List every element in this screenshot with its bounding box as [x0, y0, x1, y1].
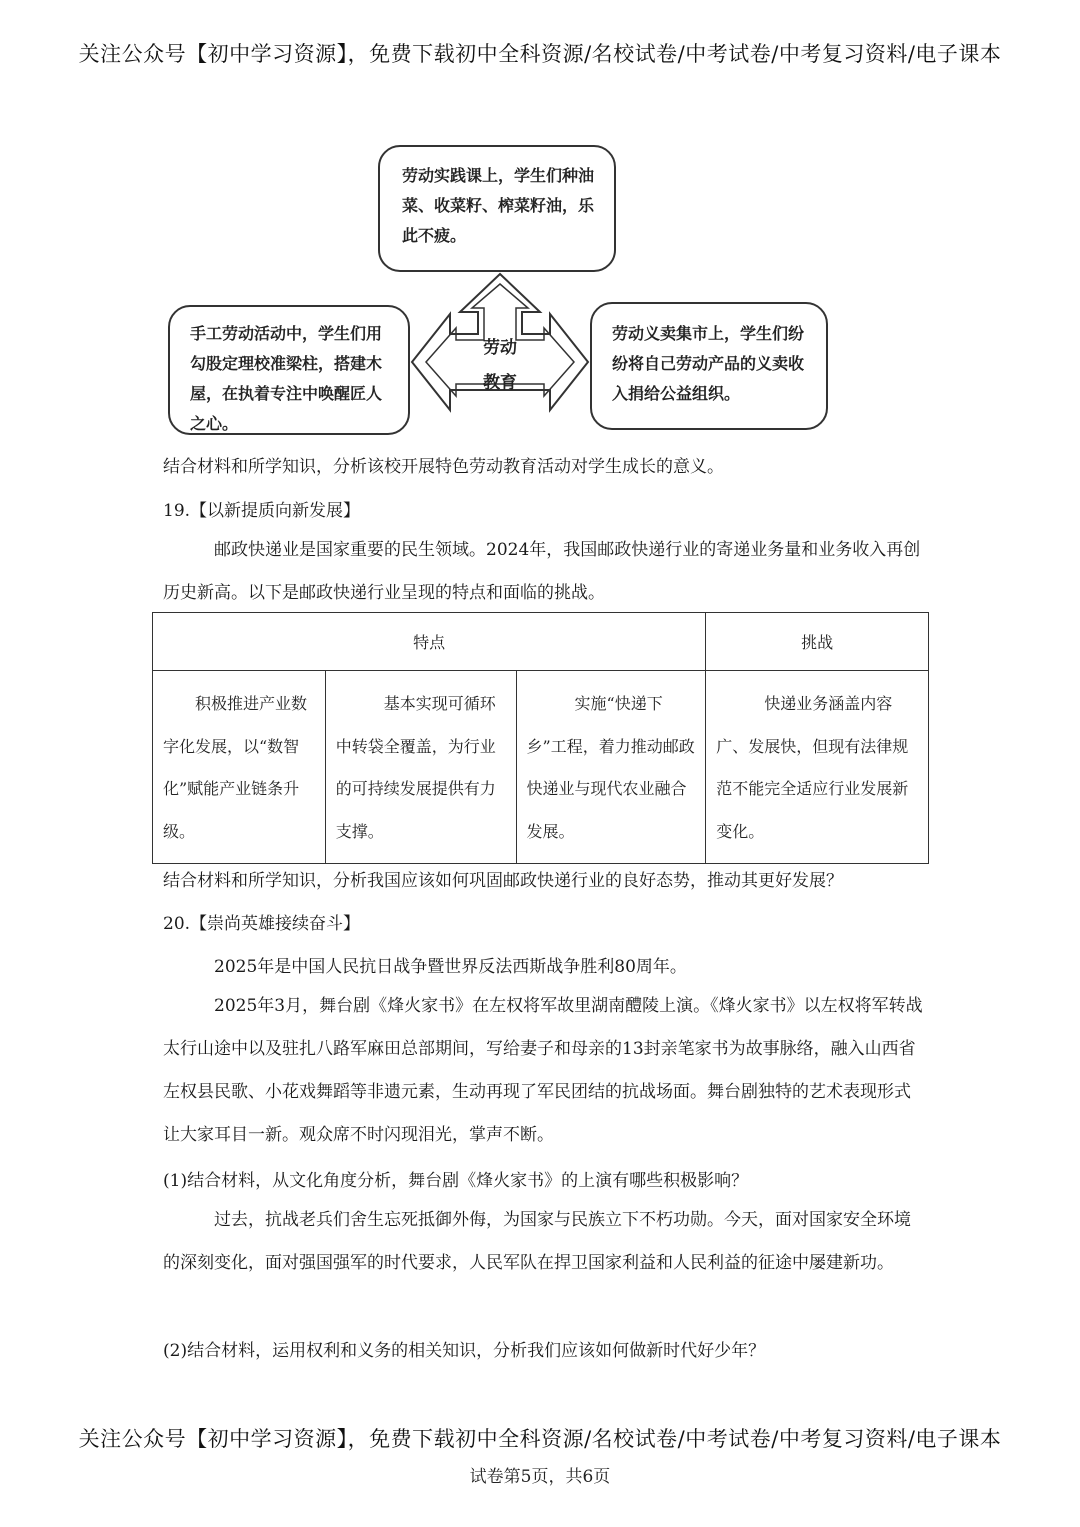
q18-prompt: 结合材料和所学知识，分析该校开展特色劳动教育活动对学生成长的意义。 — [163, 457, 724, 477]
table-cell-challenge: 快递业务涵盖内容广、发展快，但现有法律规范不能完全适应行业发展新变化。 — [706, 671, 929, 864]
q19-intro: 邮政快递业是国家重要的民生领域。2024年，我国邮政快递行业的寄递业务量和业务收入再创历史新高。以下是邮政快递行业呈现的特点和面临的挑战。 — [163, 540, 921, 603]
q20-paragraph-3: 过去，抗战老兵们舍生忘死抵御外侮，为国家与民族立下不朽功勋。今天，面对国家安全环境的深刻变化，面对强国强军的时代要求，人民军队在捍卫国家利益和人民利益的征途中屡建新功。 — [163, 1210, 911, 1273]
page-number: 试卷第5页，共6页 — [469, 1467, 611, 1487]
q19-prompt: 结合材料和所学知识，分析我国应该如何巩固邮政快递行业的良好态势，推动其更好发展？ — [163, 871, 843, 891]
q20-sub-question-1: (1)结合材料，从文化角度分析，舞台剧《烽火家书》的上演有哪些积极影响？ — [163, 1171, 749, 1191]
diagram-center-label-2: 教育 — [483, 373, 517, 393]
diagram-box-charity-market: 劳动义卖集市上，学生们纷纷将自己劳动产品的义卖收入捐给公益组织。 — [590, 302, 828, 430]
table-row — [153, 671, 929, 864]
q20-paragraph-2: 2025年3月，舞台剧《烽火家书》在左权将军故里湖南醴陵上演。《烽火家书》以左权将军转战太行山途中以及驻扎八路军麻田总部期间，写给妻子和母亲的13封亲笔家书为故事脉络，融入山西省左权县民歌、小花戏舞蹈等非遗元素，生动再现了军民团结的抗战场面。舞台剧独特的艺术表现形式让大家耳目一新。观众席不时闪现泪光，掌声不断。 — [163, 996, 923, 1145]
q20-sub-question-2: (2)结合材料，运用权利和义务的相关知识，分析我们应该如何做新时代好少年？ — [163, 1341, 766, 1361]
q20-heading: 20.【崇尚英雄接续奋斗】 — [163, 914, 361, 934]
footer-banner: 关注公众号【初中学习资源】，免费下载初中全科资源/名校试卷/中考试卷/中考复习资料/电子课本 — [78, 1427, 1002, 1451]
table-cell-recycle: 基本实现可循环中转袋全覆盖，为行业的可持续发展提供有力支撑。 — [325, 671, 516, 864]
table-header-challenge: 挑战 — [706, 613, 929, 671]
q20-paragraph-1: 2025年是中国人民抗日战争暨世界反法西斯战争胜利80周年。 — [214, 957, 687, 977]
q19-heading: 19.【以新提质向新发展】 — [163, 501, 361, 521]
table-cell-digital: 积极推进产业数字化发展，以“数智化”赋能产业链条升级。 — [153, 671, 326, 864]
table-cell-countryside: 实施“快递下乡”工程，着力推动邮政快递业与现代农业融合发展。 — [516, 671, 706, 864]
table-header-row — [153, 613, 929, 671]
labor-education-diagram — [160, 140, 840, 435]
diagram-box-handcraft: 手工劳动活动中，学生们用勾股定理校准梁柱，搭建木屋，在执着专注中唤醒匠人之心。 — [168, 305, 410, 435]
table-header-features: 特点 — [153, 613, 706, 671]
express-features-table — [152, 612, 929, 864]
header-banner: 关注公众号【初中学习资源】，免费下载初中全科资源/名校试卷/中考试卷/中考复习资料/电子课本 — [78, 42, 1002, 66]
diagram-center-label-1: 劳动 — [483, 338, 517, 358]
diagram-box-practice-class: 劳动实践课上，学生们种油菜、收菜籽、榨菜籽油，乐此不疲。 — [378, 145, 616, 272]
